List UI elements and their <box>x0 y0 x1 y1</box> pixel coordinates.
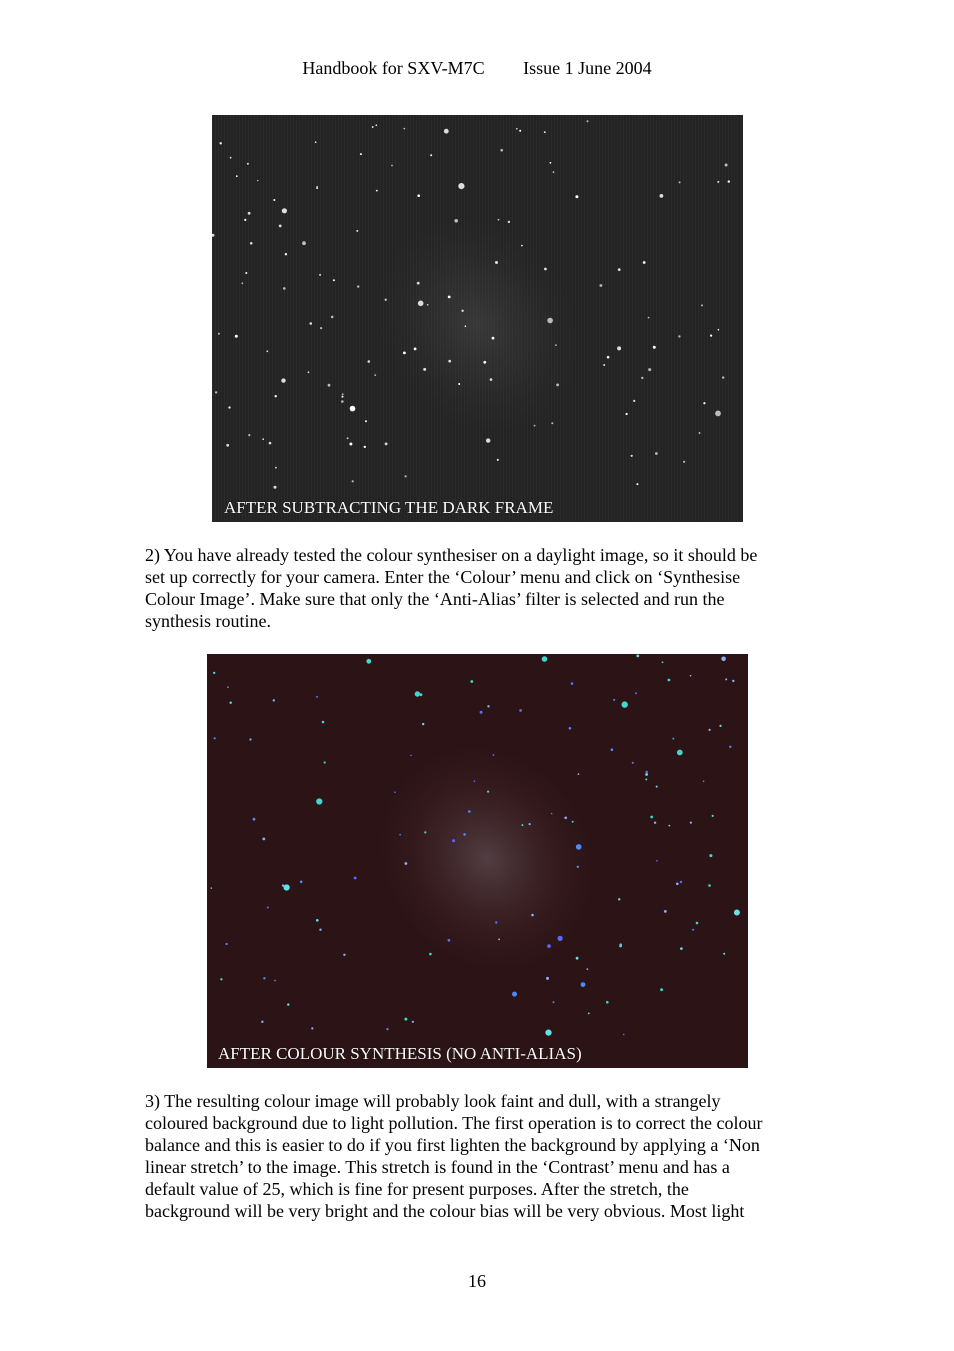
star <box>578 773 580 775</box>
star <box>701 304 703 306</box>
star <box>660 988 663 991</box>
star <box>319 274 321 276</box>
star <box>553 1001 555 1003</box>
star <box>245 272 247 274</box>
star <box>490 378 493 381</box>
star <box>368 360 371 363</box>
star <box>587 120 589 122</box>
star <box>412 1021 414 1023</box>
star <box>497 459 499 461</box>
star <box>606 1001 609 1004</box>
star <box>275 467 277 469</box>
star <box>403 352 406 355</box>
star <box>572 821 574 823</box>
star <box>722 376 724 378</box>
figure-caption: AFTER SUBTRACTING THE DARK FRAME <box>224 498 554 517</box>
star <box>495 261 498 264</box>
star <box>653 346 656 349</box>
star <box>690 822 692 824</box>
star <box>635 692 637 694</box>
text-line: 3) The resulting colour image will probably look faint and dull, with a strangely <box>145 1091 721 1111</box>
star <box>220 978 222 980</box>
star <box>668 825 670 827</box>
star <box>493 754 495 756</box>
star <box>405 475 407 477</box>
star <box>262 438 264 440</box>
star <box>650 816 653 819</box>
colour-synthesis-image <box>207 654 748 1068</box>
star <box>648 368 651 371</box>
star <box>248 212 251 215</box>
star <box>417 282 420 285</box>
star <box>613 699 615 701</box>
star <box>315 141 317 143</box>
star <box>495 921 497 923</box>
star <box>728 180 730 182</box>
star <box>220 142 222 144</box>
star <box>551 813 553 815</box>
star <box>483 361 486 364</box>
star <box>230 702 232 704</box>
star <box>281 378 285 382</box>
star <box>391 165 393 167</box>
page-number: 16 <box>468 1271 486 1291</box>
star <box>405 862 408 865</box>
star <box>328 384 331 387</box>
star <box>576 844 582 850</box>
star <box>603 364 605 366</box>
star <box>710 335 712 337</box>
star <box>331 316 334 319</box>
star <box>546 977 549 980</box>
star <box>550 162 552 164</box>
star <box>622 701 628 707</box>
star <box>250 242 253 245</box>
star <box>267 907 269 909</box>
star <box>283 287 286 290</box>
star <box>581 982 586 987</box>
star <box>266 350 268 352</box>
star <box>236 175 238 177</box>
star <box>448 296 451 299</box>
star <box>403 128 405 130</box>
star <box>664 910 667 913</box>
star <box>427 304 429 306</box>
star <box>430 154 432 156</box>
star <box>498 939 500 941</box>
star <box>623 1034 625 1036</box>
star <box>394 791 396 793</box>
star <box>508 221 510 223</box>
header-title: Handbook for SXV-M7C <box>302 58 485 78</box>
page-header <box>0 56 954 80</box>
star <box>282 208 287 213</box>
star <box>544 268 547 271</box>
star <box>715 411 721 417</box>
star <box>357 285 359 287</box>
text-line: synthesis routine. <box>145 611 271 631</box>
star <box>564 817 567 820</box>
starfield-colour <box>207 654 748 1068</box>
star <box>230 157 232 159</box>
star <box>366 659 371 664</box>
star <box>699 432 701 434</box>
text-line: coloured background due to light pollution. The first operation is to correct the colour <box>145 1113 763 1133</box>
paragraph-step-2 <box>145 544 815 632</box>
star <box>316 186 318 188</box>
star <box>386 1028 388 1030</box>
star <box>631 455 633 457</box>
star <box>617 346 621 350</box>
text-line: background will be very bright and the colour bias will be very obvious. Most light <box>145 1201 745 1221</box>
star <box>468 810 471 813</box>
star <box>285 253 287 255</box>
star <box>676 883 679 886</box>
star <box>480 711 483 714</box>
star <box>214 737 216 739</box>
star <box>709 854 712 857</box>
star <box>257 180 259 182</box>
star <box>228 406 230 408</box>
star <box>632 762 634 764</box>
star <box>600 284 603 287</box>
star <box>241 282 243 284</box>
star <box>519 709 522 712</box>
star <box>448 360 451 363</box>
star <box>302 241 306 245</box>
star <box>347 437 349 439</box>
star <box>247 163 249 165</box>
star <box>696 922 699 925</box>
star <box>311 1027 313 1029</box>
star <box>531 914 534 917</box>
star <box>668 679 671 682</box>
star <box>551 422 553 424</box>
star <box>618 268 621 271</box>
star <box>636 655 639 658</box>
star <box>692 929 694 931</box>
star <box>279 225 282 228</box>
star <box>365 420 367 422</box>
star <box>547 318 553 324</box>
star <box>645 771 648 774</box>
star <box>448 939 451 942</box>
star <box>349 443 352 446</box>
star <box>253 818 256 821</box>
star <box>655 452 658 455</box>
star <box>444 129 449 134</box>
star <box>249 738 251 740</box>
star <box>422 723 424 725</box>
star <box>709 729 711 731</box>
star <box>461 310 463 312</box>
star <box>521 824 523 826</box>
star <box>341 400 344 403</box>
star <box>703 402 705 404</box>
star <box>645 773 648 776</box>
star <box>376 124 378 126</box>
text-line: 2) You have already tested the colour synthesiser on a daylight image, so it should be <box>145 545 758 565</box>
star <box>734 910 740 916</box>
star <box>275 395 277 397</box>
star <box>487 705 489 707</box>
star <box>719 725 721 727</box>
star <box>519 130 521 132</box>
star <box>273 699 275 701</box>
star <box>611 748 614 751</box>
star <box>417 194 420 197</box>
star <box>534 425 536 427</box>
star <box>376 190 378 192</box>
star <box>458 383 460 385</box>
star <box>300 881 303 884</box>
star <box>619 943 622 946</box>
star <box>512 992 517 997</box>
star <box>521 245 523 247</box>
star <box>218 333 220 335</box>
star <box>235 335 238 338</box>
star <box>626 413 628 415</box>
star <box>648 317 650 319</box>
star <box>474 780 476 782</box>
star <box>470 680 473 683</box>
star <box>423 368 426 371</box>
star <box>607 356 610 359</box>
text-line: set up correctly for your camera. Enter the ‘Colour’ menu and click on ‘Synthesise <box>145 567 741 587</box>
star <box>418 301 424 307</box>
paragraph-step-3 <box>145 1090 815 1222</box>
star <box>350 406 356 412</box>
star <box>558 936 563 941</box>
star <box>310 322 313 325</box>
star <box>729 746 731 748</box>
star <box>274 486 277 489</box>
star <box>553 171 555 173</box>
star <box>284 884 290 890</box>
star <box>226 444 229 447</box>
star <box>273 199 275 201</box>
star <box>618 898 620 900</box>
star <box>352 480 354 482</box>
star <box>555 344 557 346</box>
star <box>486 438 490 442</box>
star <box>316 696 318 698</box>
star <box>588 1013 590 1015</box>
star <box>364 446 366 448</box>
star <box>429 953 432 956</box>
star <box>385 299 387 301</box>
star <box>463 833 466 836</box>
dark-frame-subtracted-image <box>212 115 743 522</box>
star <box>333 279 335 281</box>
star <box>226 943 228 945</box>
star <box>213 672 215 674</box>
star <box>343 954 345 956</box>
star <box>656 860 658 862</box>
star <box>636 483 638 485</box>
star <box>556 384 559 387</box>
star <box>654 822 656 824</box>
star <box>586 968 588 970</box>
text-line: linear stretch’ to the image. This stretch is found in the ‘Contrast’ menu and has a <box>145 1157 730 1177</box>
star <box>319 929 321 931</box>
star <box>324 761 326 763</box>
star <box>458 183 464 189</box>
star <box>354 877 357 880</box>
star <box>703 781 705 783</box>
star <box>545 1030 551 1036</box>
star <box>360 153 362 155</box>
star <box>274 980 276 982</box>
star <box>487 791 489 793</box>
star <box>656 786 658 788</box>
star <box>678 335 680 337</box>
star <box>374 374 376 376</box>
star <box>465 325 467 327</box>
figure-caption: AFTER COLOUR SYNTHESIS (NO ANTI-ALIAS) <box>218 1044 582 1063</box>
star <box>718 329 720 331</box>
star <box>452 839 455 842</box>
star <box>316 919 319 922</box>
star <box>404 1018 407 1021</box>
star <box>215 391 217 393</box>
star <box>680 947 683 950</box>
star <box>308 371 310 373</box>
star <box>529 823 531 825</box>
star <box>322 721 325 724</box>
star <box>500 149 503 152</box>
star <box>643 261 646 264</box>
star <box>492 337 495 340</box>
header-issue: Issue 1 June 2004 <box>523 58 652 78</box>
text-line: default value of 25, which is fine for present purposes. After the stretch, the <box>145 1179 689 1199</box>
star <box>725 164 728 167</box>
star <box>633 400 635 402</box>
star <box>645 778 647 780</box>
star <box>269 442 272 445</box>
star <box>454 219 458 223</box>
star <box>424 831 426 833</box>
star <box>571 682 574 685</box>
star <box>577 866 579 868</box>
star <box>717 181 719 183</box>
star <box>575 195 578 198</box>
star <box>263 977 265 979</box>
star <box>316 798 322 804</box>
starfield-mono <box>212 115 743 522</box>
star <box>721 657 726 662</box>
star <box>732 680 734 682</box>
star <box>576 957 579 960</box>
star <box>708 884 711 887</box>
star <box>547 944 551 948</box>
star <box>516 128 518 130</box>
star <box>399 834 401 836</box>
star <box>542 656 548 662</box>
star <box>414 348 417 351</box>
star <box>410 755 412 757</box>
star <box>320 327 322 329</box>
star <box>244 219 246 221</box>
star <box>723 953 725 955</box>
star <box>712 815 714 817</box>
star <box>662 661 664 663</box>
star <box>672 738 674 740</box>
star <box>385 443 388 446</box>
star <box>248 434 250 436</box>
star <box>342 396 344 398</box>
star <box>261 1021 263 1023</box>
star <box>569 727 572 730</box>
star <box>641 377 643 379</box>
star <box>677 750 683 756</box>
star <box>544 131 546 133</box>
star <box>342 393 344 395</box>
star <box>690 675 692 677</box>
star <box>680 881 682 883</box>
star <box>725 678 727 680</box>
star <box>415 691 420 696</box>
star <box>683 461 685 463</box>
star <box>287 1003 289 1005</box>
star <box>211 887 213 889</box>
text-line: balance and this is easier to do if you first lighten the background by applying a ‘Non <box>145 1135 760 1155</box>
star <box>498 219 500 221</box>
star <box>660 194 664 198</box>
star <box>227 686 229 688</box>
star <box>679 181 681 183</box>
star <box>262 838 265 841</box>
text-line: Colour Image’. Make sure that only the ‘Anti-Alias’ filter is selected and run the <box>145 589 725 609</box>
star <box>372 126 374 128</box>
star <box>356 230 358 232</box>
